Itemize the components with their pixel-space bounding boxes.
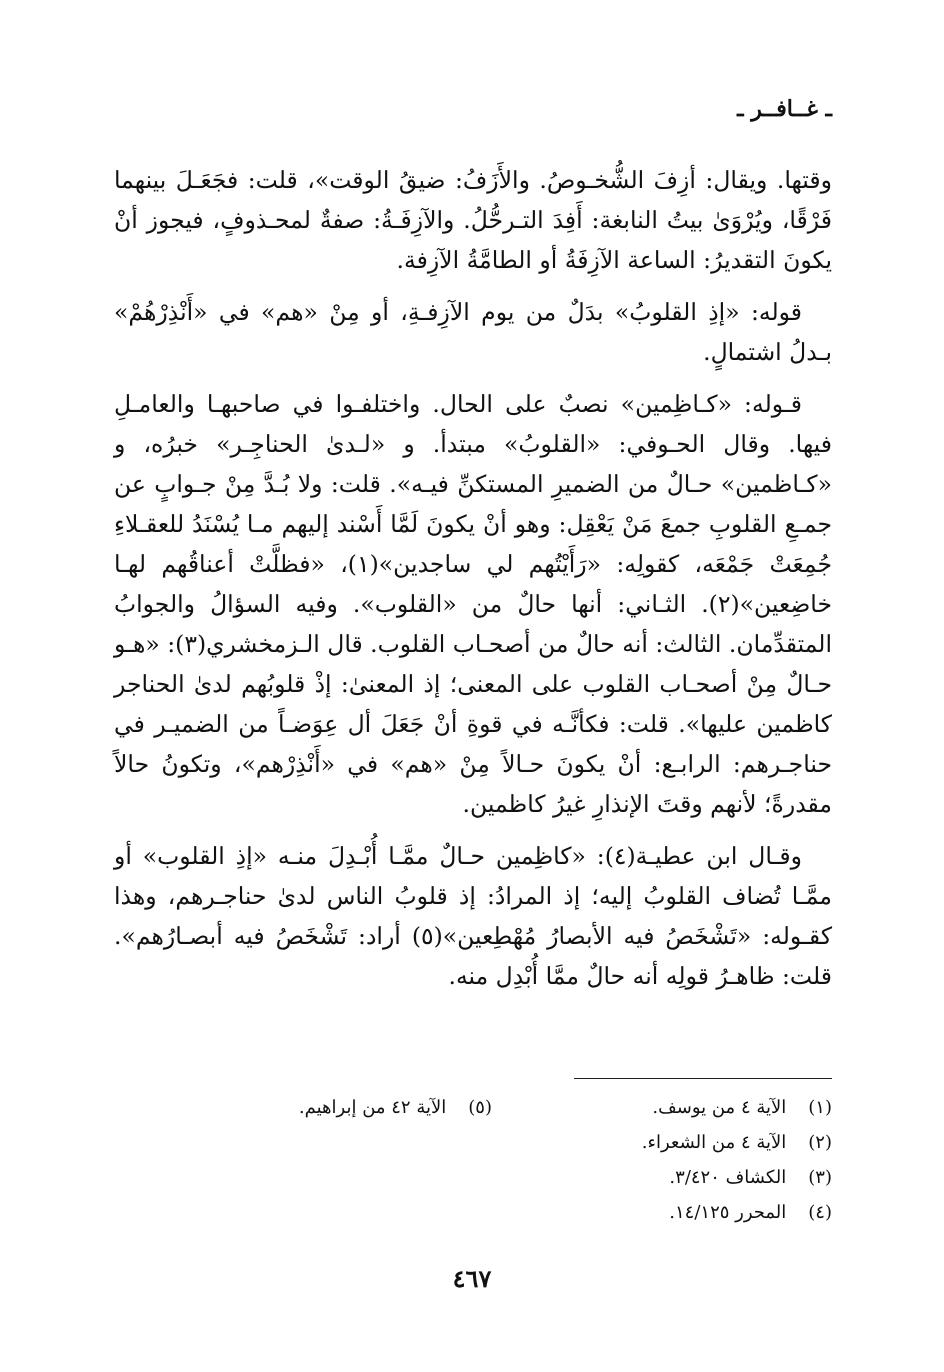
footnote-text: الآية ٤ من يوسف. xyxy=(652,1097,787,1118)
paragraph: وقتها. ويقال: أزِفَ الشُّخـوصُ. والأَزَفُ: ضيقُ الوقت»، قلت: فجَعَـلَ بينهما فَرْقًا، ويُرْوَىٰ بيتُ النابغة: أَفِدَ التـرحُّلُ. والآزِفَـةُ: صفةٌ لمحـذوفٍ، فيجوز أنْ يكونَ التقديرُ: الساعة الآزِفَةُ أو الطامَّةُ الآزِفة. xyxy=(114,166,832,274)
footnote-item xyxy=(502,1160,832,1195)
paragraph: قـوله: «كـاظِمين» نصبٌ على الحال. واختلفـوا في صاحبهـا والعامـلِ فيها. وقال الحـوفي: «القلوبُ» مبتدأ. و «لـدىٰ الحناجِـر» خبرُه، و «كـاظمين» حـالٌ من الضميرِ المستكنِّ فيـه». قلت: ولا بُـدَّ مِنْ جـوابٍ عن جمـعِ القلوبِ جمعَ مَنْ يَعْقِل: وهو أنْ يكونَ لَمَّا أَسْند إليهم مـا يُسْنَدُ للعقـلاءِ جُمِعَتْ جَمْعَه، كقولِه: «رَأَيْتُهم لي ساجدين»(١)، «فظلَّتْ أعناقُهم لهـا خاضِعين»(٢). الثـاني: أنها حالٌ من «القلوب». وفيه السؤالُ والجوابُ المتقدِّمان. الثالث: أنه حالٌ من أصحـاب القلوب. قال الـزمخشري(٣): «هـو حـالٌ مِنْ أصحـاب القلوب على المعنى؛ إذ المعنىٰ: إذْ قلوبُهم لدىٰ الحناجر كاظمين عليها». قلت: فكأنَّـه في قوةِ أنْ جَعَلَ أل عِوَضـاً من الضميـر في حناجـرهم: الرابـع: أنْ يكونَ حـالاً مِنْ «هم» في «أَنْذِرْهم»، وتكونُ حالاً مقدرةً؛ لأنهم وقتَ الإنذارِ غيرُ كاظمين. xyxy=(114,390,833,818)
footnote-item xyxy=(502,1090,832,1125)
footnote-number: (٤) xyxy=(808,1202,832,1223)
footnote-number: (٢) xyxy=(808,1132,832,1153)
paragraph: قوله: «إذِ القلوبُ» بدَلٌ من يوم الآزِفـةِ، أو مِنْ «هم» في «أَنْذِرْهُمْ» بـدلُ اشتمالٍ. xyxy=(114,298,832,366)
footnote-text: الآية ٤٢ من إبراهيم. xyxy=(298,1097,447,1118)
footnote-item xyxy=(502,1125,832,1160)
paragraph: وقـال ابن عطيـة(٤): «كاظِمين حـالٌ ممَّـا أُبْـدِلَ منـه «إذِ القلوب» أو ممَّـا تُضاف القلوبُ إليه؛ إذ المرادُ: إذ قلوبُ الناس لدىٰ حناجـرهم، وهذا كقـوله: «تَشْخَصُ فيه الأبصارُ مُهْطِعين»(٥) أراد: تَشْخَصُ فيه أبصـارُهم». قلت: ظاهـرُ قولِه أنه حالٌ ممَّا أُبْدِل منه. xyxy=(114,842,833,990)
footnote-divider xyxy=(574,1078,832,1079)
footnotes-column-right xyxy=(502,1090,832,1230)
footnote-number: (٥) xyxy=(468,1097,492,1118)
running-head: ـ غــافــر ـ xyxy=(737,96,832,122)
footnote-text: المحرر ١٤/١٢٥. xyxy=(669,1202,787,1223)
footnote-text: الكشاف ٣/٤٢٠. xyxy=(669,1167,787,1188)
footnote-item xyxy=(502,1195,832,1230)
footnote-number: (١) xyxy=(808,1097,832,1118)
footnotes-column-left xyxy=(112,1090,492,1125)
body-text xyxy=(114,160,832,1008)
footnote-number: (٣) xyxy=(808,1167,832,1188)
footnote-text: الآية ٤ من الشعراء. xyxy=(641,1132,787,1153)
page-number: ٤٦٧ xyxy=(452,1264,492,1293)
footnote-item xyxy=(112,1090,492,1125)
